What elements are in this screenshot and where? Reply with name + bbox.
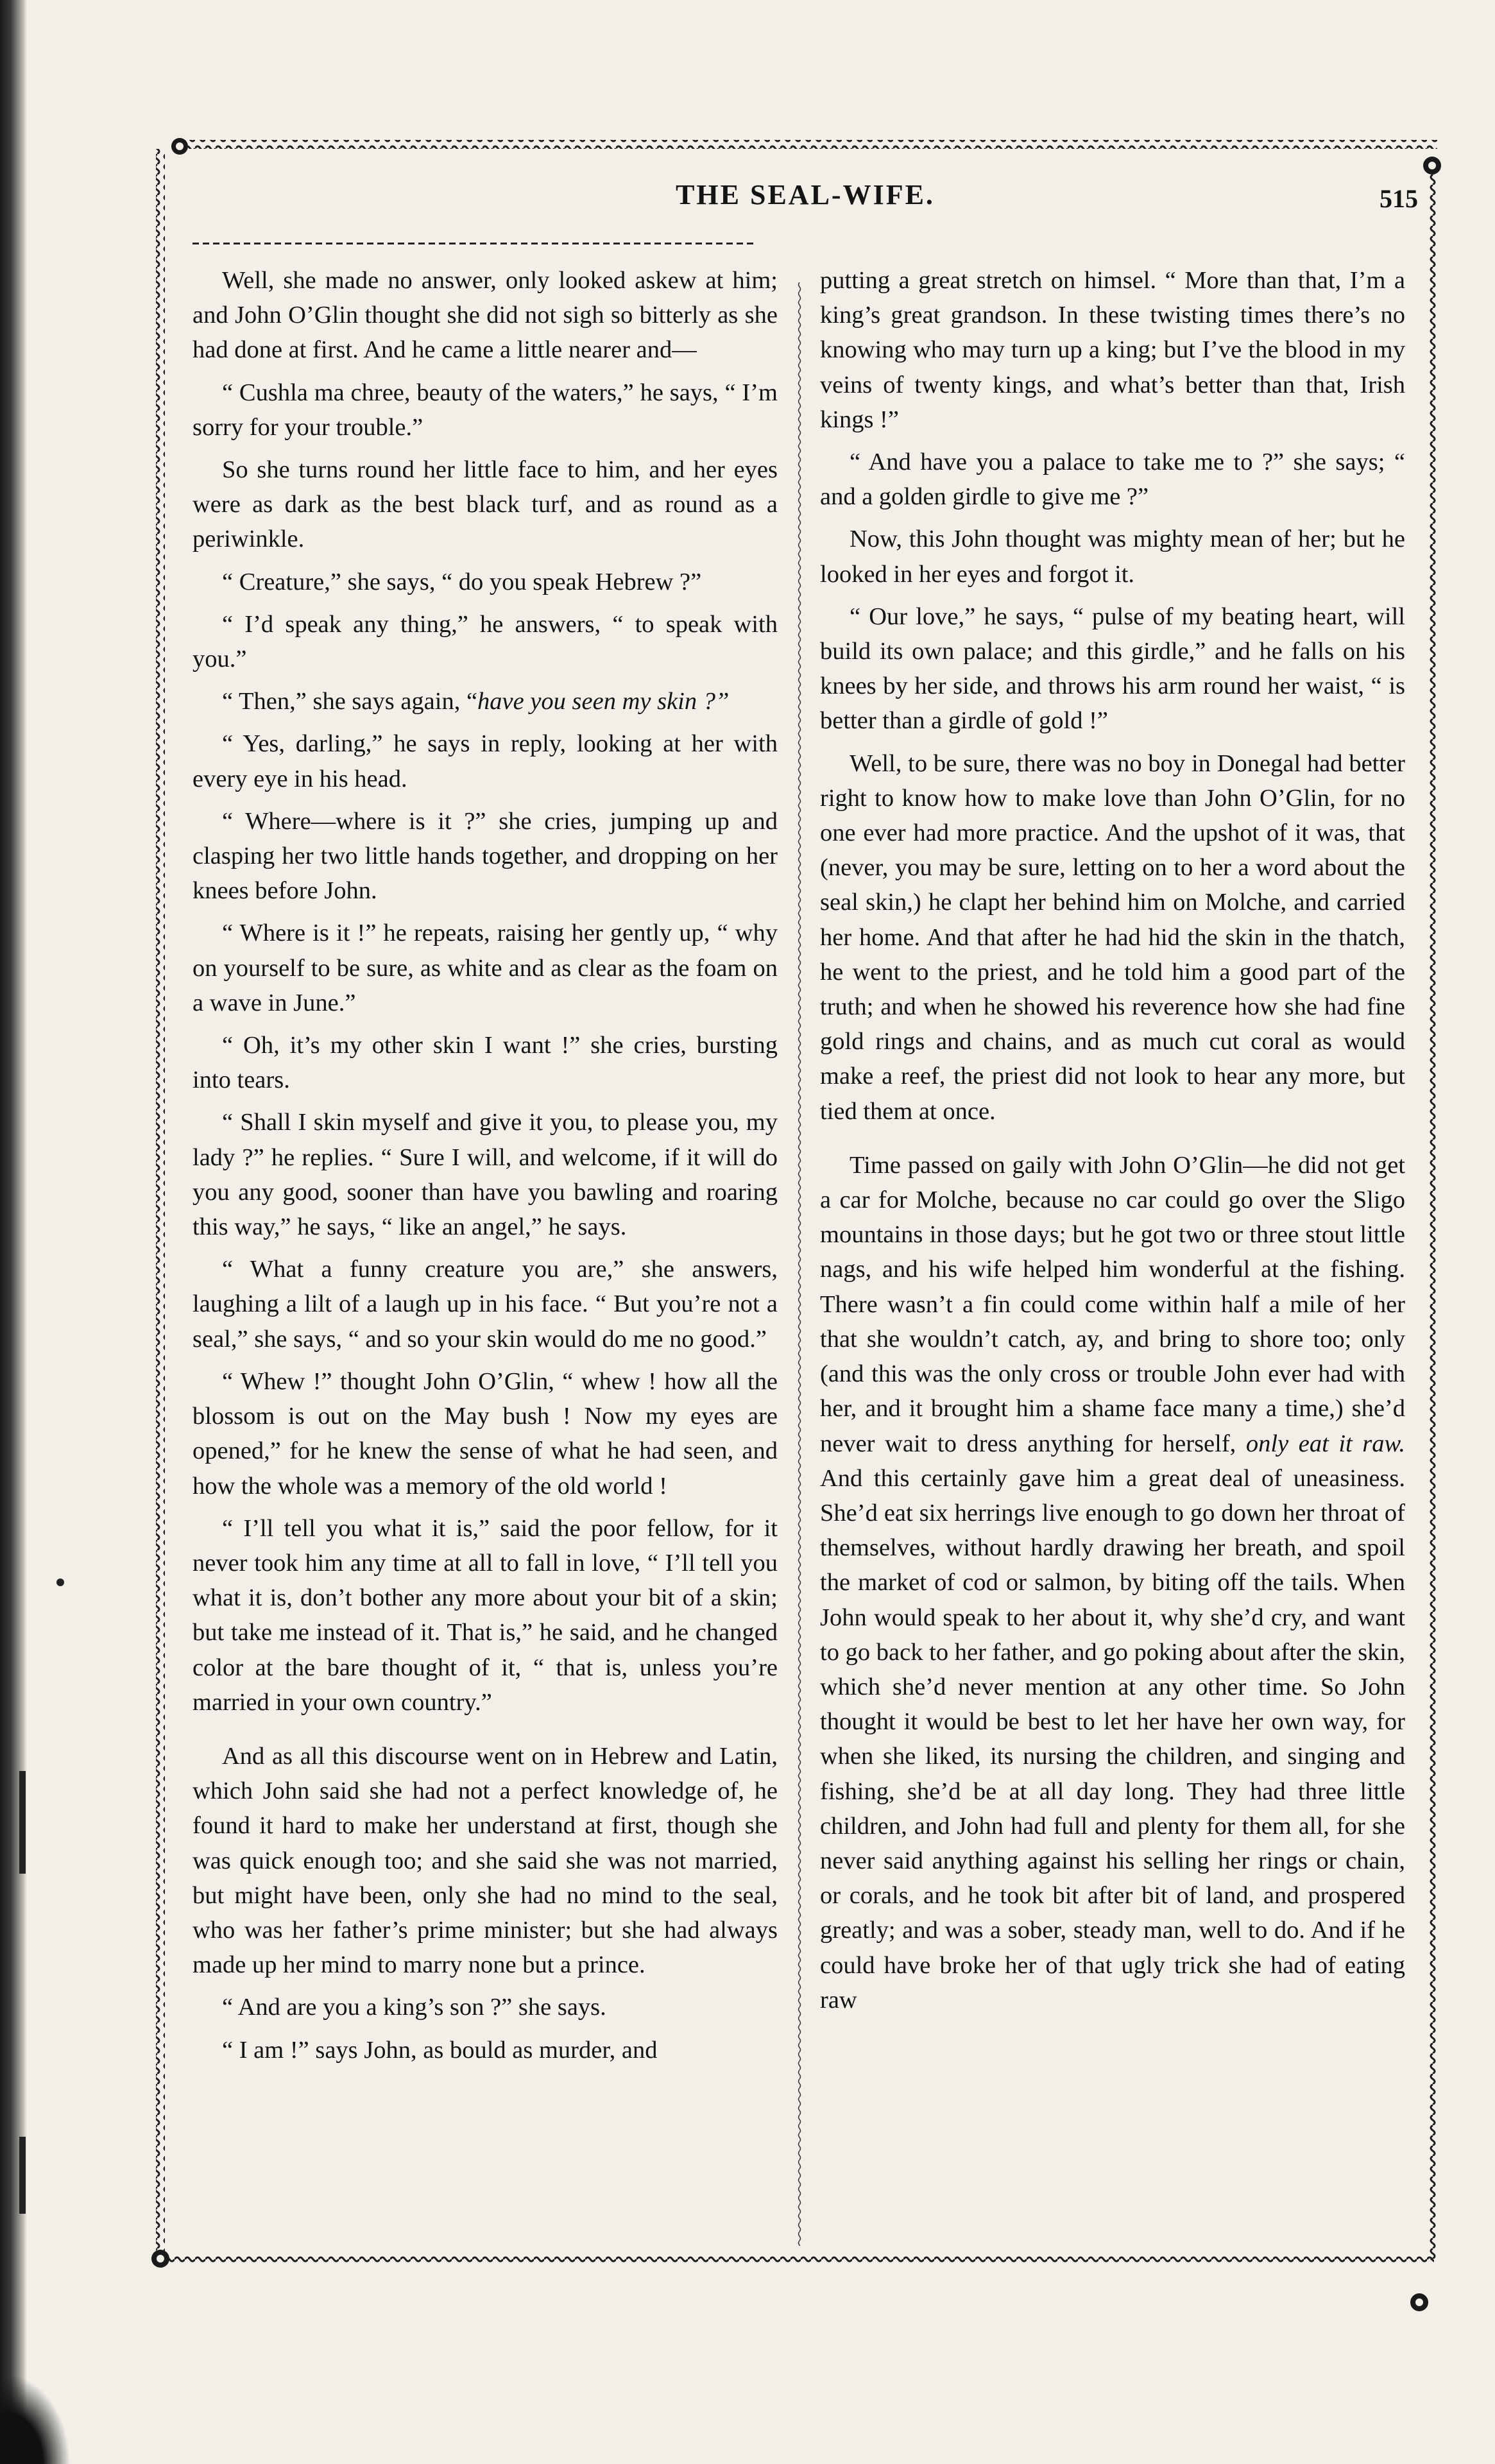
page-header xyxy=(192,173,1418,231)
paragraph: “ Creature,” she says, “ do you speak Hebrew ?” xyxy=(222,568,702,595)
paragraph: Well, she made no answer, only looked askew at him; and John O’Glin thought she did not sigh so bitterly as she had done at first. And he came a little nearer and— xyxy=(192,267,778,364)
paragraph xyxy=(192,684,778,719)
header-rule xyxy=(192,243,757,244)
paragraph-text: And this certainly gave him a great deal of uneasiness. She’d eat six herrings live enough to go down her throat of themselves, without hardly drawing her breath, and spoil the market of cod or salmon, by biting off the tails. When John would speak to her about it, why she’d cry, and want to go back to her father, and go poking about after the skin, which she’d never mention at any other time. So John thought it would be best to let her have her own way, for when she liked, its nursing the children, and singing and fishing, she’d be at all day long. They had three little children, and John had full and plenty for them all, for she never said anything against his selling her rings or chain, or corals, and he took bit after bit of land, and prospered greatly; and was a sober, steady man, well to do. And if he could have broke her of that ugly trick she had of eating raw xyxy=(820,1464,1405,2014)
paragraph: “ Yes, darling,” he says in reply, looking at her with every eye in his head. xyxy=(192,730,778,792)
paragraph: “ I’ll tell you what it is,” said the poor fellow, for it never took him any time at all to fall in love, “ I’ll tell you what it is, don’t bother any more about your bit of a skin; but take me instead of it. That is,” he said, and he changed color at the bare thought of it, “ that is, unless you’re married in your own country.” xyxy=(192,1514,778,1716)
corner-ornament-top-right xyxy=(1423,157,1441,175)
paragraph-continued: putting a great stretch on himsel. “ More than that, I’m a king’s great grandson. In these twisting times there’s no knowing who may turn up a king; but I’ve the blood in my veins of twenty kings, and what’s better than that, Irish kings !” xyxy=(820,267,1405,433)
paragraph: And as all this discourse went on in Hebrew and Latin, which John said she had not a perfect knowledge of, he found it hard to make her understand at first, though she was quick enough too; and she said she was not married, but might have been, only she had no mind to the seal, who was her father’s prime minister; but she had always made up her mind to marry none but a prince. xyxy=(192,1742,778,1979)
paragraph: “ Cushla ma chree, beauty of the waters,” he says, “ I’m sorry for your trouble.” xyxy=(192,379,778,441)
paragraph: “ What a funny creature you are,” she answers, laughing a lilt of a laugh up in his face. “ But you’re not a seal,” she says, “ and so your skin would do me no good.” xyxy=(192,1256,778,1353)
column-divider xyxy=(798,282,801,2246)
paragraph xyxy=(820,1148,1405,2017)
page-number: 515 xyxy=(1380,184,1418,213)
italic-question: have you seen my skin ?” xyxy=(477,688,730,715)
paragraph: Well, to be sure, there was no boy in Donegal had better right to know how to make love than John O’Glin, for no one ever had more practice. And the upshot of it was, that (never, you may be sure, letting on to her a word about the seal skin,) he clapt her behind him on Molche, and carried her home. And that after he had hid the skin in the thatch, he went to the priest, and he told him a good part of the truth; and when he showed his reverence how she had fine gold rings and chains, and as much cut coral as would make a reef, the priest did not look to hear any more, but tied them at once. xyxy=(820,749,1405,1125)
paragraph: So she turns round her little face to him, and her eyes were as dark as the best black turf, and as round as a periwinkle. xyxy=(192,456,778,553)
paragraph: “ Oh, it’s my other skin I want !” she cries, bursting into tears. xyxy=(192,1032,778,1094)
paragraph: Now, this John thought was mighty mean of her; but he looked in her eyes and forgot it. xyxy=(820,526,1405,588)
italic-phrase: only eat it raw. xyxy=(1245,1430,1405,1457)
paragraph: “ Our love,” he says, “ pulse of my beating heart, will build its own palace; and this girdle,” and he falls on his knees by her side, and throws his arm round her waist, “ is better than a girdle of gold !” xyxy=(820,603,1405,735)
paragraph: “ And are you a king’s son ?” she says. xyxy=(222,1994,606,2021)
paragraph-text: “ Then,” she says again, “ xyxy=(222,688,478,715)
paragraph: “ Where—where is it ?” she cries, jumping up and clasping her two little hands together, and dropping on her knees before John. xyxy=(192,807,778,905)
corner-ornament-bottom-right xyxy=(1410,2293,1428,2311)
running-title: THE SEAL-WIFE. xyxy=(676,179,935,210)
left-text-column xyxy=(192,263,778,2075)
corner-ornament-bottom-left xyxy=(151,2250,169,2268)
paragraph: “ Whew !” thought John O’Glin, “ whew ! how all the blossom is out on the May bush ! Now my eyes are opened,” for he knew the sense of what he had seen, and how the whole was a memory of the old world ! xyxy=(192,1367,778,1500)
right-text-column xyxy=(820,263,1405,2025)
paragraph-text: Time passed on gaily with John O’Glin—he did not get a car for Molche, because no car could go over the Sligo mountains in those days; but he got two or three stout little nags, and his wife helped him wonderful at the fishing. There wasn’t a fin could come within half a mile of her that she wouldn’t catch, ay, and bring to shore too; only (and this was the only cross or trouble John ever had with her, and it brought him a shame face many a time,) she’d never wait to dress anything for herself, xyxy=(820,1151,1405,1457)
paragraph: “ And have you a palace to take me to ?” she says; “ and a golden girdle to give me ?” xyxy=(820,449,1405,511)
paragraph: “ I am !” says John, as bould as murder, and xyxy=(222,2036,658,2064)
paragraph: “ I’d speak any thing,” he answers, “ to speak with you.” xyxy=(192,610,778,673)
corner-ornament-top-left xyxy=(171,138,188,155)
paragraph: “ Where is it !” he repeats, raising her gently up, “ why on yourself to be sure, as white and as clear as the foam on a wave in June.” xyxy=(192,920,778,1016)
paragraph: “ Shall I skin myself and give it you, to please you, my lady ?” he replies. “ Sure I will, and welcome, if it will do you any good, sooner than have you bawling and roaring this way,” he says, “ like an angel,” he says. xyxy=(192,1109,778,1241)
